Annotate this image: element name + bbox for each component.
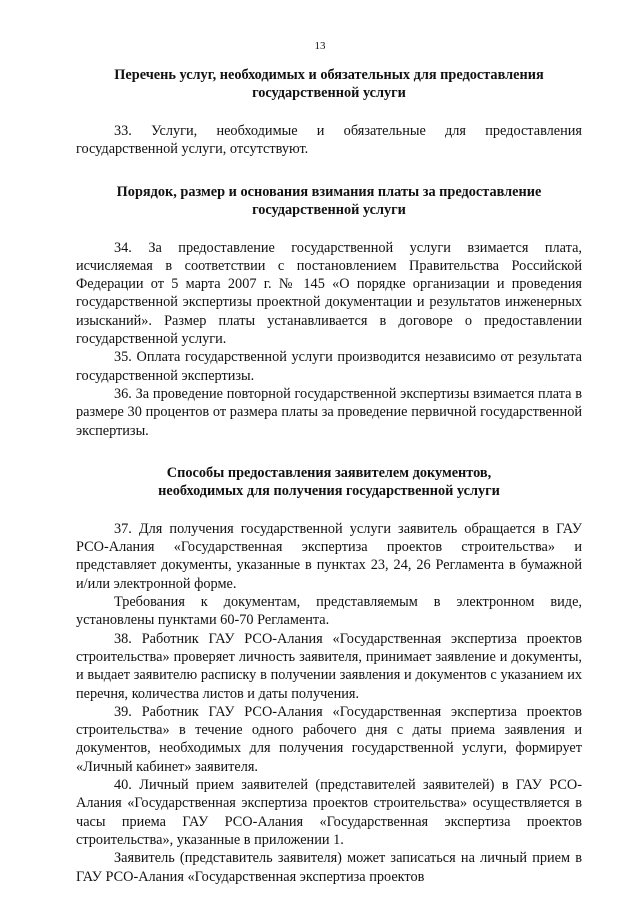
paragraph-37-requirements: Требования к документам, представляемым в электронном виде, установлены пунктами 60-70 Регламента. xyxy=(76,594,582,629)
section-submission-methods xyxy=(76,464,582,886)
section-fees xyxy=(76,183,582,440)
section-services-list xyxy=(76,66,582,159)
page-number: 13 xyxy=(314,40,326,52)
paragraph-40: 40. Личный прием заявителей (представителей заявителей) в ГАУ РСО-Алания «Государственная экспертиза проектов строительства» осуществляется в часы приема ГАУ РСО-Алания «Государственная экспертиза проектов строительства», указанные в приложении 1. xyxy=(76,777,582,848)
section-heading-submission xyxy=(76,464,582,500)
heading-line-2: государственной услуги xyxy=(252,201,406,218)
heading-line-1: Способы предоставления заявителем документов, xyxy=(166,464,492,481)
paragraph-34: 34. За предоставление государственной услуги взимается плата, исчисляемая в соответствии с постановлением Правительства Российской Федерации от 5 марта 2007 г. № 145 «О порядке организации и проведения государственной экспертизы проектной документации и результатов инженерных изысканий». Размер платы устанавливается в договоре о предоставлении государственной услуги. xyxy=(76,239,582,348)
section-heading-fees xyxy=(76,183,582,219)
heading-line-2: необходимых для получения государственной услуги xyxy=(158,482,500,499)
heading-line-1: Перечень услуг, необходимых и обязательных для предоставления xyxy=(114,67,544,83)
paragraph-36: 36. За проведение повторной государственной экспертизы взимается плата в размере 30 процентов от размера платы за проведение первичной государственной экспертизы. xyxy=(76,385,582,439)
paragraph-33: 33. Услуги, необходимые и обязательные для предоставления государственной услуги, отсутствуют. xyxy=(76,123,582,158)
paragraph-37: 37. Для получения государственной услуги заявитель обращается в ГАУ РСО-Алания «Государственная экспертиза проектов строительства» и представляет документы, указанные в пунктах 23, 24, 26 Регламента в бумажной и/или электронной форме. xyxy=(76,520,582,592)
page-content xyxy=(76,66,582,886)
paragraph-38: 38. Работник ГАУ РСО-Алания «Государственная экспертиза проектов строительства» проверяет личность заявителя, принимает заявление и документы, и выдает заявителю расписку в получении заявления и документов с указанием их перечня, количества листов и даты получения. xyxy=(76,630,582,702)
section-heading-services xyxy=(76,66,582,102)
heading-line-2: государственной услуги xyxy=(252,85,406,101)
paragraph-35: 35. Оплата государственной услуги производится независимо от результата государственной экспертизы. xyxy=(76,349,582,384)
paragraph-39: 39. Работник ГАУ РСО-Алания «Государственная экспертиза проектов строительства» в течение одного рабочего дня с даты приема заявления и документов, необходимых для получения государственной услуги, формирует «Личный кабинет» заявителя. xyxy=(76,703,582,775)
paragraph-40-appointment: Заявитель (представитель заявителя) может записаться на личный прием в ГАУ РСО-Алания «Государственная экспертиза проектов xyxy=(76,850,582,885)
heading-line-1: Порядок, размер и основания взимания платы за предоставление xyxy=(116,183,542,200)
